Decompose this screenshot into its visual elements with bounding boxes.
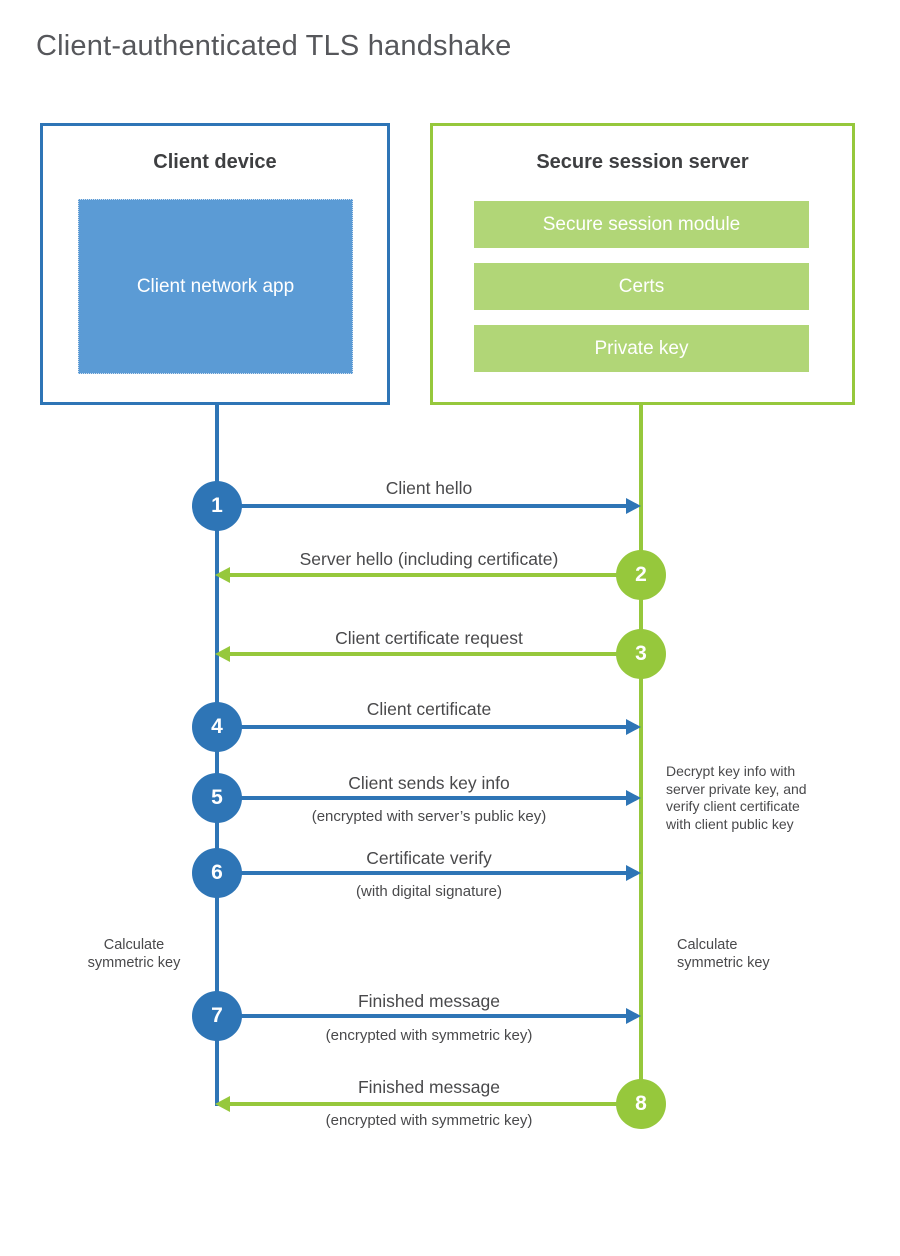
message-label-client-certificate: Client certificate bbox=[366, 699, 492, 719]
message-label-finished-client: Finished message bbox=[357, 991, 501, 1011]
message-label-server-hello: Server hello (including certificate) bbox=[299, 549, 559, 569]
client-device-heading: Client device bbox=[153, 151, 277, 173]
arrowhead-right-icon bbox=[626, 1008, 641, 1024]
page-title: Client-authenticated TLS handshake bbox=[36, 30, 512, 62]
message-label-certificate-verify: Certificate verify bbox=[366, 848, 492, 868]
step-circle-2: 2 bbox=[616, 550, 666, 600]
client-device-box bbox=[40, 123, 390, 405]
arrowhead-right-icon bbox=[626, 498, 641, 514]
server-module-private-key: Private key bbox=[474, 325, 809, 372]
message-arrow-server-hello bbox=[230, 573, 641, 577]
message-label-finished-server: Finished message bbox=[357, 1077, 501, 1097]
message-sublabel-certificate-verify: (with digital signature) bbox=[356, 883, 502, 900]
step-circle-1: 1 bbox=[192, 481, 242, 531]
message-label-client-key-info: Client sends key info bbox=[348, 773, 510, 793]
message-arrow-finished-client bbox=[217, 1014, 628, 1018]
step-circle-5: 5 bbox=[192, 773, 242, 823]
client-network-app-label: Client network app bbox=[136, 276, 295, 297]
arrowhead-left-icon bbox=[215, 646, 230, 662]
arrowhead-right-icon bbox=[626, 790, 641, 806]
step-circle-4: 4 bbox=[192, 702, 242, 752]
step-circle-8: 8 bbox=[616, 1079, 666, 1129]
message-arrow-client-certificate bbox=[217, 725, 628, 729]
message-arrow-client-hello bbox=[217, 504, 628, 508]
message-sublabel-finished-server: (encrypted with symmetric key) bbox=[325, 1112, 533, 1129]
message-arrow-finished-server bbox=[230, 1102, 641, 1106]
server-module-certs: Certs bbox=[474, 263, 809, 310]
arrowhead-left-icon bbox=[215, 567, 230, 583]
secure-session-server-box bbox=[430, 123, 855, 405]
server-module-secure-session: Secure session module bbox=[474, 201, 809, 248]
message-sublabel-client-key-info: (encrypted with server’s public key) bbox=[311, 808, 547, 825]
secure-session-server-heading: Secure session server bbox=[536, 151, 749, 173]
message-arrow-client-cert-request bbox=[230, 652, 641, 656]
message-arrow-client-key-info bbox=[217, 796, 628, 800]
arrowhead-left-icon bbox=[215, 1096, 230, 1112]
client-network-app-box bbox=[78, 199, 353, 374]
step-circle-3: 3 bbox=[616, 629, 666, 679]
step-circle-6: 6 bbox=[192, 848, 242, 898]
note-calculate-symmetric-key-server: Calculate symmetric key bbox=[677, 937, 770, 971]
message-sublabel-finished-client: (encrypted with symmetric key) bbox=[325, 1027, 533, 1044]
arrowhead-right-icon bbox=[626, 719, 641, 735]
note-calculate-symmetric-key-client: Calculate symmetric key bbox=[87, 937, 181, 971]
message-label-client-hello: Client hello bbox=[385, 478, 473, 498]
step-circle-7: 7 bbox=[192, 991, 242, 1041]
note-decrypt-key-info: Decrypt key info with server private key, and verify client certificate with client public key bbox=[666, 763, 807, 832]
message-label-client-cert-request: Client certificate request bbox=[335, 628, 523, 648]
message-arrow-certificate-verify bbox=[217, 871, 628, 875]
arrowhead-right-icon bbox=[626, 865, 641, 881]
